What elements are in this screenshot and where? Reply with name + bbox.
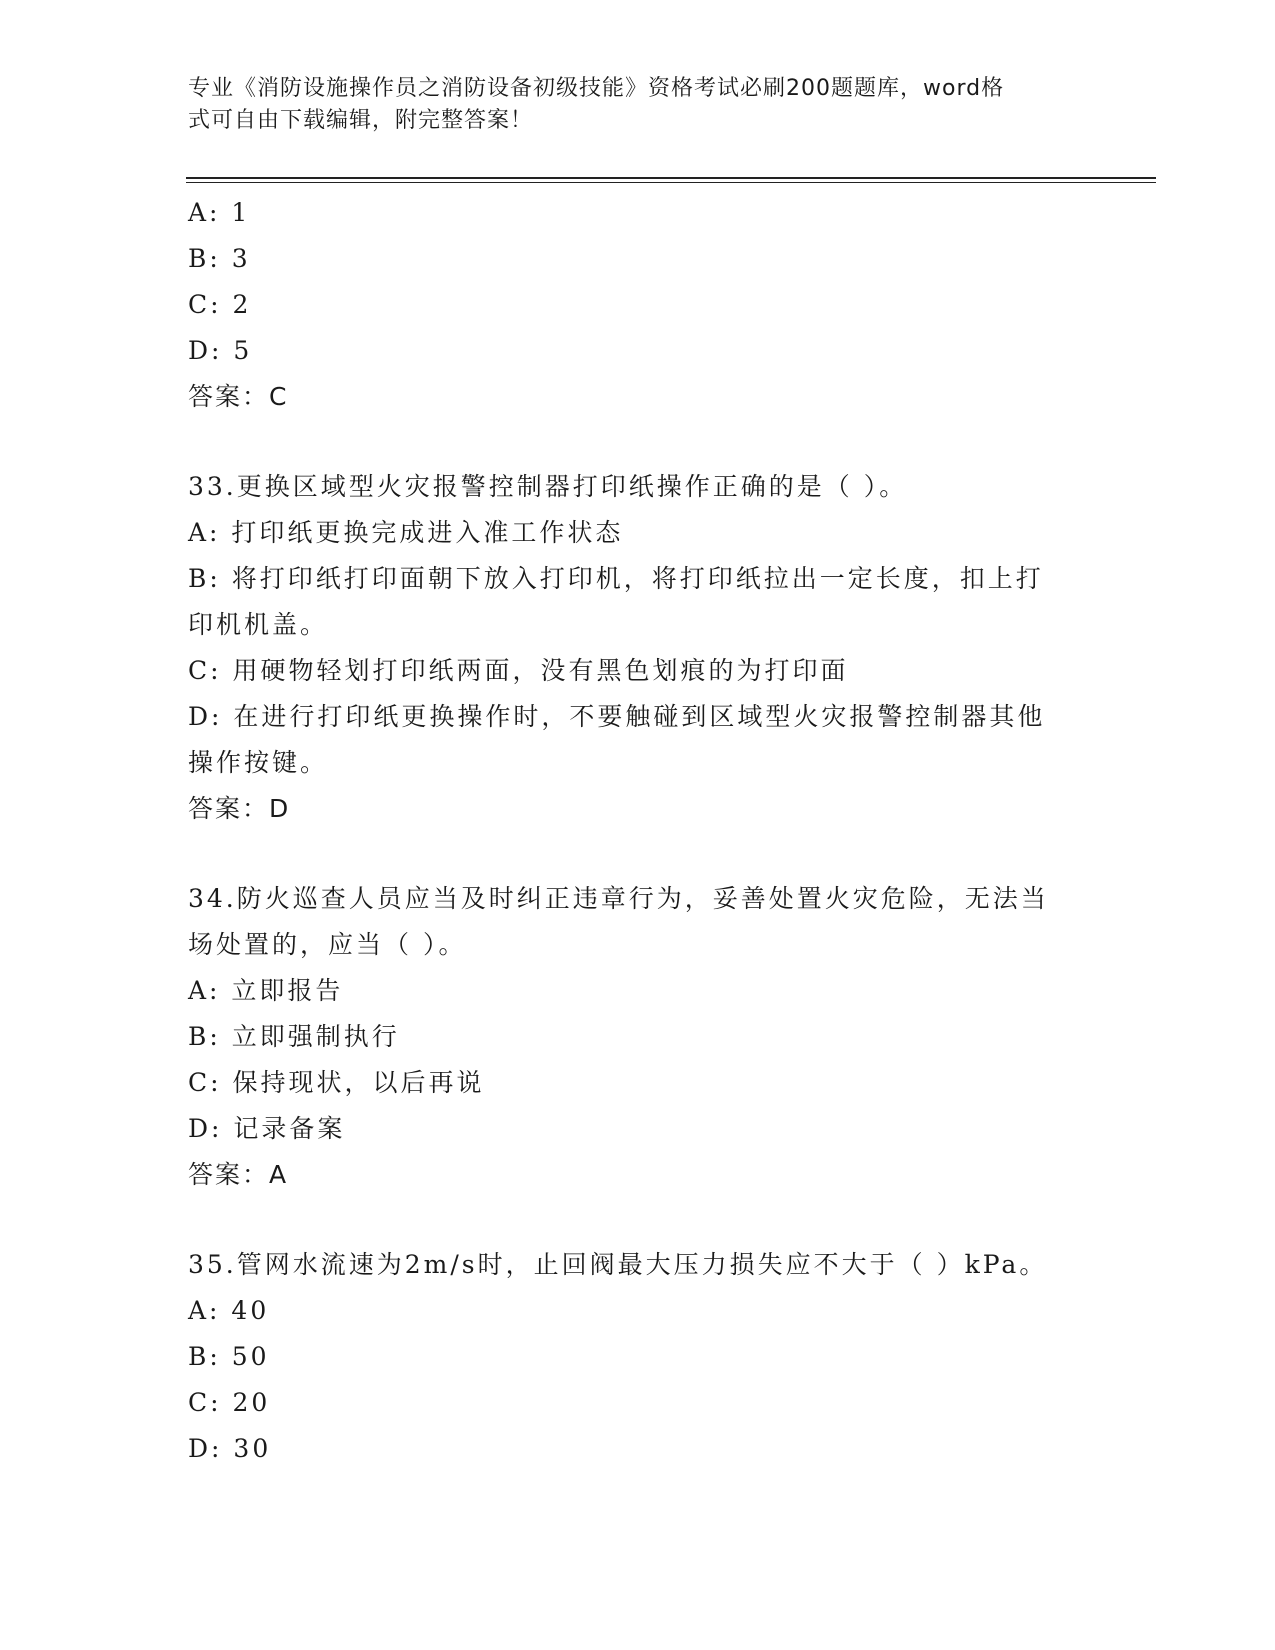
question-stem-continued: 场处置的，应当（ ）。 (188, 930, 467, 959)
option-a: A: 打印纸更换完成进入准工作状态 (188, 518, 624, 547)
spacer (188, 420, 1088, 464)
header-line-2: 式可自由下载编辑，附完整答案！ (188, 108, 534, 133)
header-line-1: 专业《消防设施操作员之消防设备初级技能》资格考试必刷200题题库，word格 (188, 76, 1005, 101)
question-stem: 35.管网水流速为2m/s时，止回阀最大压力损失应不大于（ ）kPa。 (188, 1250, 1048, 1279)
answer-text: 答案：A (188, 1160, 289, 1189)
question-content (188, 190, 1088, 1472)
option-b: B: 3 (188, 244, 251, 273)
option-a: A: 1 (188, 198, 251, 227)
question-33 (188, 464, 1088, 832)
question-35 (188, 1242, 1088, 1472)
document-header (188, 73, 1088, 137)
option-c: C: 保持现状，以后再说 (188, 1068, 485, 1097)
option-d: D: 记录备案 (188, 1114, 346, 1143)
answer-text: 答案：D (188, 794, 291, 823)
answer-text: 答案：C (188, 382, 289, 411)
option-d-continued: 操作按键。 (188, 748, 329, 777)
option-b-continued: 印机机盖。 (188, 610, 329, 639)
option-b: B: 立即强制执行 (188, 1022, 400, 1051)
option-d: D: 在进行打印纸更换操作时，不要触碰到区域型火灾报警控制器其他 (188, 702, 1046, 731)
header-rule-thin (186, 182, 1156, 183)
spacer (188, 832, 1088, 876)
option-a: A: 40 (188, 1296, 270, 1325)
option-d: D: 30 (188, 1434, 272, 1463)
spacer (188, 1198, 1088, 1242)
header-rule-thick (186, 177, 1156, 179)
question-stem: 33.更换区域型火灾报警控制器打印纸操作正确的是（ ）。 (188, 472, 908, 501)
option-b: B: 将打印纸打印面朝下放入打印机，将打印纸拉出一定长度，扣上打 (188, 564, 1044, 593)
option-b: B: 50 (188, 1342, 270, 1371)
option-c: C: 用硬物轻划打印纸两面，没有黑色划痕的为打印面 (188, 656, 849, 685)
option-d: D: 5 (188, 336, 253, 365)
option-a: A: 立即报告 (188, 976, 344, 1005)
question-stem: 34.防火巡查人员应当及时纠正违章行为，妥善处置火灾危险，无法当 (188, 884, 1049, 913)
option-c: C: 2 (188, 290, 252, 319)
question-34 (188, 876, 1088, 1198)
prev-question (188, 190, 1088, 420)
option-c: C: 20 (188, 1388, 271, 1417)
